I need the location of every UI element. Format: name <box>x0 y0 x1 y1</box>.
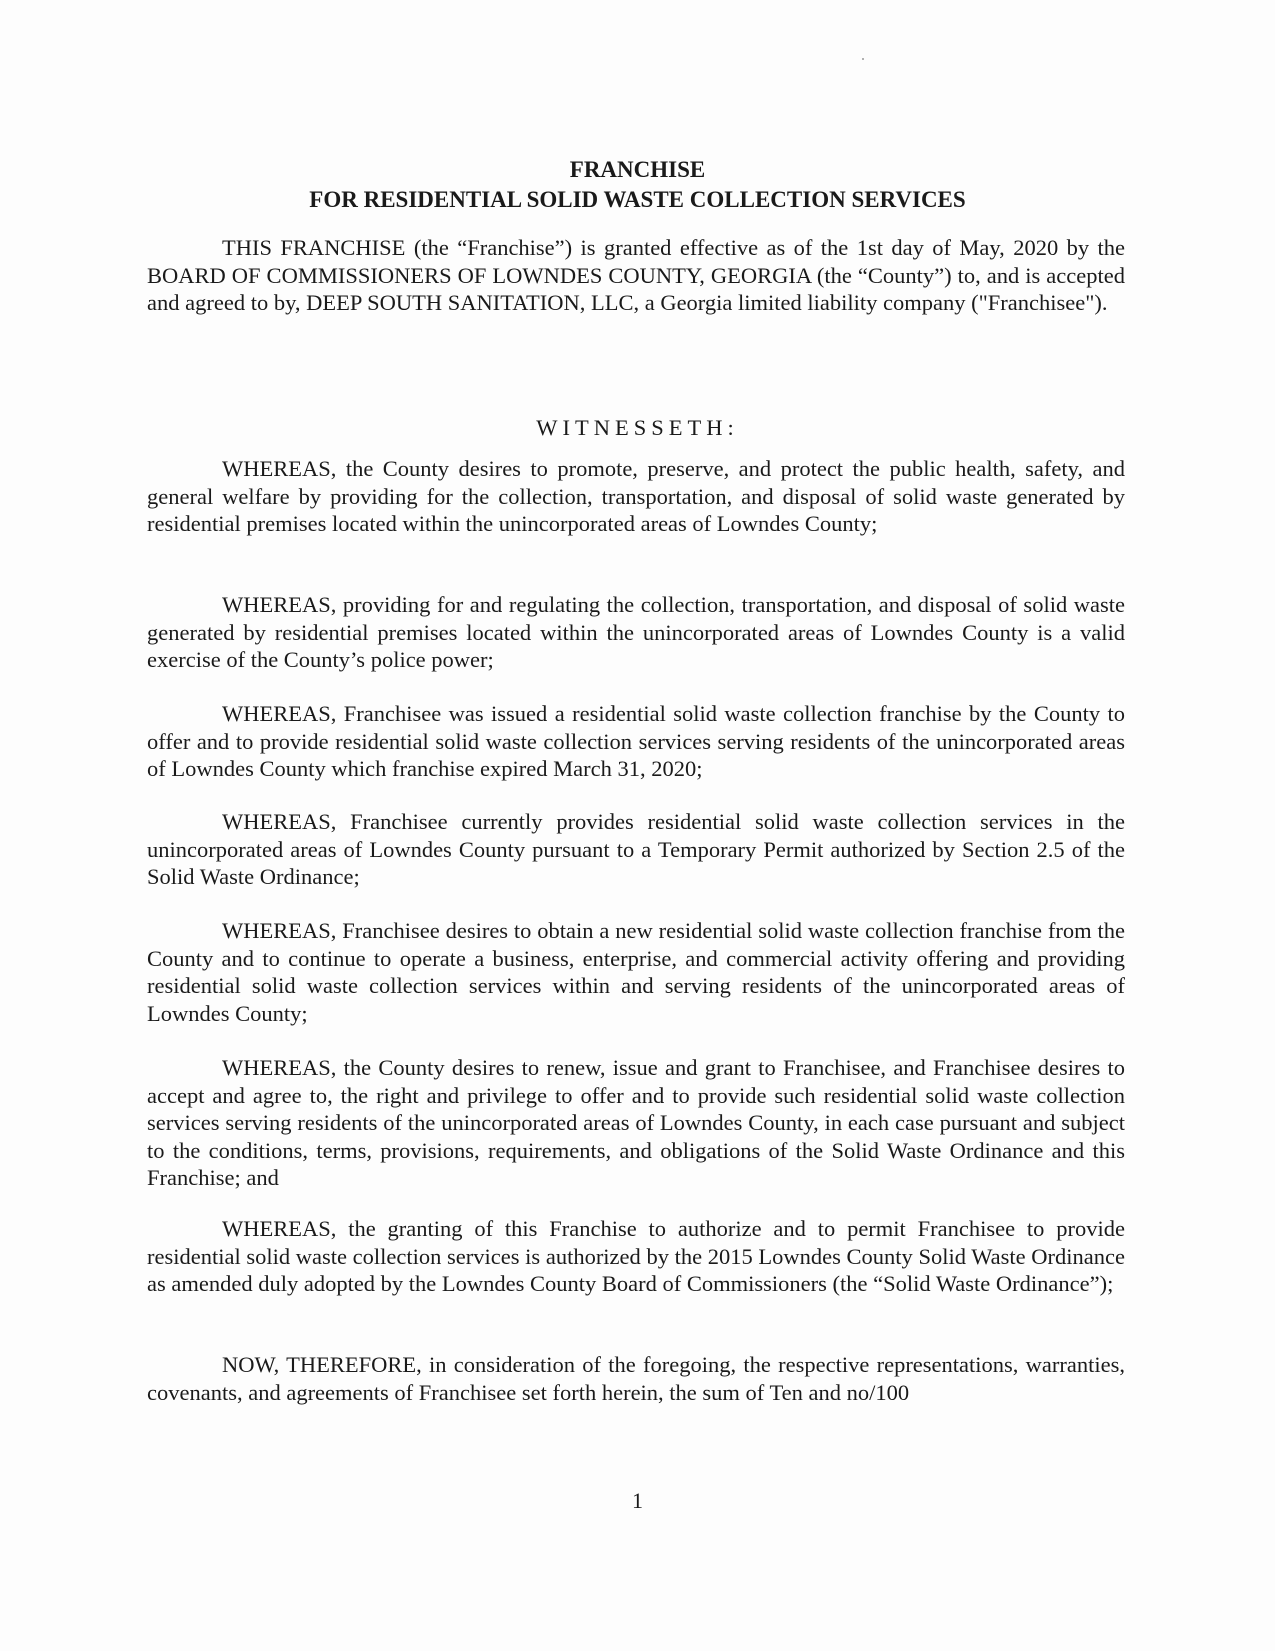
recital-paragraph: WHEREAS, the County desires to promote, preserve, and protect the public health, safety, and general welfare by providing for the collection, transportation, and disposal of solid waste generated by residential premises located within the unincorporated areas of Lowndes County; <box>147 456 1125 536</box>
document-title <box>0 155 1275 215</box>
recital-paragraph: WHEREAS, providing for and regulating the collection, transportation, and disposal of solid waste generated by residential premises located within the unincorporated areas of Lowndes County is a valid exercise of the County’s police power; <box>147 592 1125 672</box>
scan-speck <box>862 58 864 60</box>
recital-1-block <box>147 455 1125 538</box>
recital-paragraph: WHEREAS, Franchisee desires to obtain a new residential solid waste collection franchise from the County and to continue to operate a business, enterprise, and commercial activity offering and providing residential solid waste collection services within and serving residents of the unincorporated areas of Lowndes County; <box>147 918 1125 1026</box>
now-therefore-block <box>147 1351 1125 1406</box>
recital-7-block <box>147 1215 1125 1298</box>
recital-6-block <box>147 1054 1125 1192</box>
title-line-2: FOR RESIDENTIAL SOLID WASTE COLLECTION SERVICES <box>309 187 966 212</box>
witnesseth-heading: WITNESSETH: <box>536 415 739 440</box>
title-line-1: FRANCHISE <box>569 157 706 182</box>
recital-3-block <box>147 700 1125 783</box>
recital-paragraph: WHEREAS, Franchisee currently provides residential solid waste collection services in the unincorporated areas of Lowndes County pursuant to a Temporary Permit authorized by Section 2.5 of the Solid Waste Ordinance; <box>147 809 1125 889</box>
recital-2-block <box>147 591 1125 674</box>
now-therefore-paragraph: NOW, THEREFORE, in consideration of the foregoing, the respective representations, warranties, covenants, and agreements of Franchisee set forth herein, the sum of Ten and no/100 <box>147 1352 1125 1405</box>
page-number: 1 <box>632 1488 643 1513</box>
recital-5-block <box>147 917 1125 1027</box>
recital-paragraph: WHEREAS, the granting of this Franchise to authorize and to permit Franchisee to provide residential solid waste collection services is authorized by the 2015 Lowndes County Solid Waste Ordinance as amended duly adopted by the Lowndes County Board of Commissioners (the “Solid Waste Ordinance”); <box>147 1216 1125 1296</box>
intro-paragraph: THIS FRANCHISE (the “Franchise”) is granted effective as of the 1st day of May, 2020 by the BOARD OF COMMISSIONERS OF LOWNDES COUNTY, GEORGIA (the “County”) to, and is accepted and agreed to by, DEEP SOUTH SANITATION, LLC, a Georgia limited liability company ("Franchisee"). <box>147 235 1125 315</box>
recital-paragraph: WHEREAS, Franchisee was issued a residential solid waste collection franchise by the County to offer and to provide residential solid waste collection services serving residents of the unincorporated areas of Lowndes County which franchise expired March 31, 2020; <box>147 701 1125 781</box>
recital-paragraph: WHEREAS, the County desires to renew, issue and grant to Franchisee, and Franchisee desires to accept and agree to, the right and privilege to offer and to provide such residential solid waste collection services serving residents of the unincorporated areas of Lowndes County, in each case pursuant and subject to the conditions, terms, provisions, requirements, and obligations of the Solid Waste Ordinance and this Franchise; and <box>147 1055 1125 1190</box>
intro-block <box>147 234 1125 317</box>
recital-4-block <box>147 808 1125 891</box>
